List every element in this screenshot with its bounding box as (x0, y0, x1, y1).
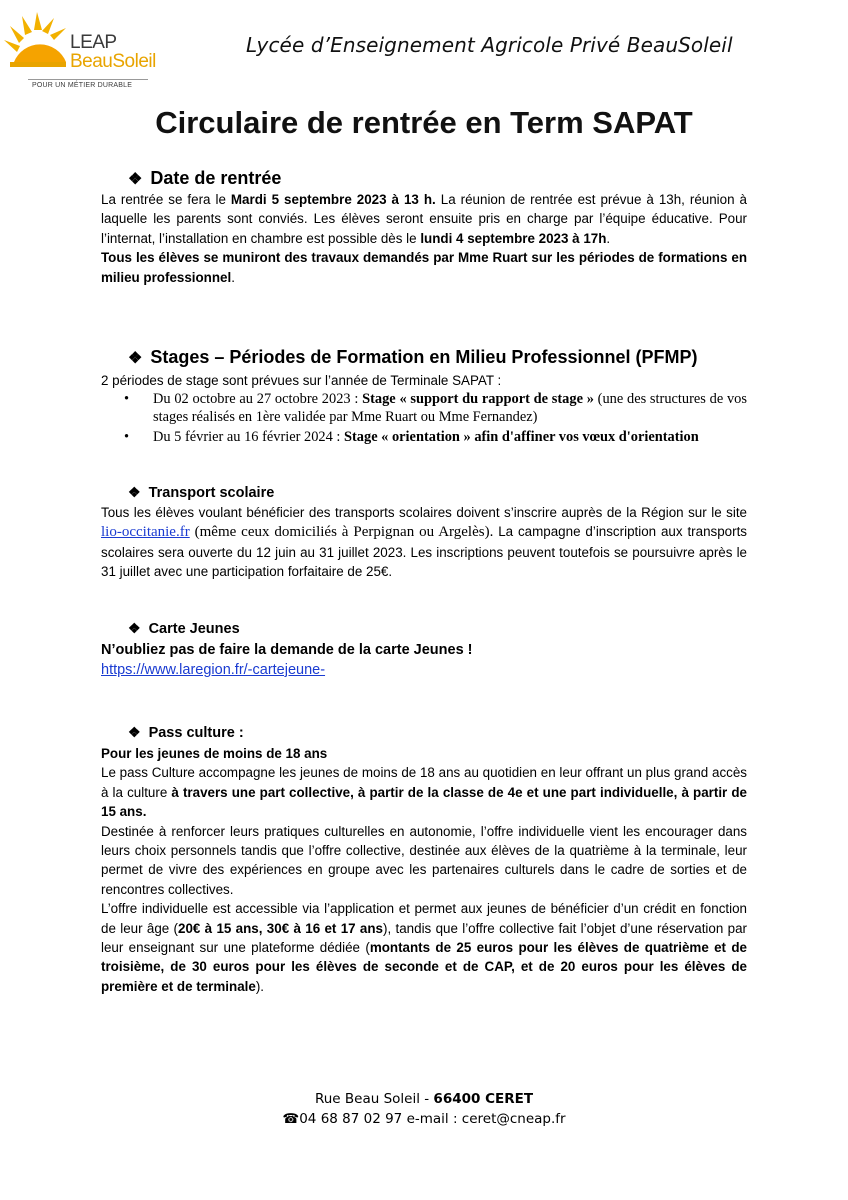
internat-date: lundi 4 septembre 2023 à 17h (420, 230, 607, 246)
heading-text: Pass culture : (148, 725, 244, 741)
text-run: 20€ à 15 ans, 30€ à 16 et 17 ans (178, 920, 383, 936)
text-run: Pour les jeunes de moins de 18 ans (101, 746, 328, 761)
text-run: montants de 25 euros pour les élèves de quatrième et de troisième, de 30 euros pour les élèves de seconde et de CAP, et de 20 euros pour les élèves de première et de terminale (101, 940, 747, 994)
logo-text-beausoleil: BeauSoleil (70, 51, 156, 72)
carte-link-line (101, 660, 747, 680)
rentree-note (101, 248, 747, 287)
text-run: à travers une part collective, à partir de la classe de 4e et une part individuelle, à partir de 15 ans. (101, 784, 747, 820)
text-run: . (231, 269, 235, 285)
pass-paragraph-2 (101, 822, 747, 900)
sun-icon (4, 12, 74, 78)
page-title: Circulaire de rentrée en Term SAPAT (155, 105, 693, 140)
footer-contact (0, 1111, 848, 1127)
school-logo (4, 12, 164, 92)
logo-text-leap: LEAP (70, 32, 117, 53)
heading-text: Carte Jeunes (148, 621, 240, 637)
text-run: (même ceux domiciliés à Perpignan ou Argelès). (189, 524, 494, 541)
heading-date-rentree (128, 168, 281, 189)
text-run: Stage « support du rapport de stage » (362, 391, 594, 407)
text-run: 2 périodes de stage sont prévues sur l’année de Terminale SAPAT : (101, 373, 502, 388)
phone-icon: ☎ (282, 1111, 300, 1127)
logo-divider (28, 79, 148, 80)
text-run: . (606, 230, 611, 246)
list-item (101, 390, 747, 426)
section-pass-body (101, 744, 747, 996)
diamond-bullet-icon: ❖ (128, 724, 141, 740)
transport-paragraph (101, 503, 747, 582)
section-transport-body (101, 503, 747, 582)
diamond-bullet-icon: ❖ (128, 620, 141, 636)
text-run: ). (255, 978, 264, 994)
text-run: La réunion de rentrée est prévue à 13h, réunion à laquelle les parents sont conviés. Les élèves seront ensuite pris en charge par l’équipe éducative. Pour l’internat, l’installation en chambre est possible dès le (101, 192, 747, 246)
text-run: La rentrée se fera le (101, 192, 231, 207)
list-bullet-icon: • (124, 391, 130, 407)
text-run: Le pass Culture accompagne les jeunes de moins de 18 ans au quotidien en leur offrant un plus grand accès à la culture (101, 765, 747, 800)
heading-carte-jeunes (128, 620, 240, 637)
footer-address (0, 1091, 848, 1107)
pass-paragraph-3 (101, 899, 747, 996)
list-item (101, 428, 747, 446)
heading-text: Date de rentrée (150, 168, 282, 188)
list-bullet-icon: • (124, 429, 130, 445)
text-run: La campagne d’inscription aux transports scolaires sera ouverte du 12 juin au 31 juillet 2023. Les inscriptions peuvent toutefois se poursuivre après le 31 juillet avec une participation forfaitaire de 25€. (101, 524, 747, 580)
carte-reminder (101, 640, 747, 660)
text-run: Tous les élèves se muniront des travaux demandés par Mme Ruart sur les périodes de formations en milieu professionnel (101, 250, 747, 285)
school-name: Lycée d’Enseignement Agricole Privé BeauSoleil (246, 33, 733, 57)
section-rentree-body (101, 190, 747, 287)
diamond-bullet-icon: ❖ (128, 484, 141, 500)
diamond-bullet-icon: ❖ (128, 350, 143, 367)
text-run: ), tandis que l’offre collective fait l’objet d’une réservation par leur enseignant sur une plateforme dédiée ( (101, 920, 747, 956)
text-run: Destinée à renforcer leurs pratiques culturelles en autonomie, l’offre individuelle vient les encourager dans leurs choix personnels tandis que l’offre collective, destinée aux élèves de la quatrième à la terminale, leur permet de vivre des expériences en groupe avec les partenaires culturels dans le cadre de sorties et de rencontres collectives. (101, 823, 747, 897)
section-carte-body (101, 640, 747, 680)
text-run: N’oubliez pas de faire la demande de la carte Jeunes ! (101, 642, 473, 658)
logo-tagline: POUR UN MÉTIER DURABLE (32, 82, 133, 89)
stages-intro (101, 371, 747, 390)
text-run: Tous les élèves voulant bénéficier des transports scolaires doivent s’inscrire auprès de la Région sur le site (101, 505, 747, 520)
text-run: 66400 CERET (433, 1091, 534, 1107)
lio-occitanie-link[interactable]: lio-occitanie.fr (101, 524, 190, 541)
pass-paragraph-1 (101, 763, 747, 821)
stages-list (101, 390, 747, 446)
text-run: (une des structures de vos stages réalisés en 1ère validée par Mme Ruart ou Mme Fernandez) (153, 391, 747, 425)
text-run: L’offre individuelle est accessible via l’application et permet aux jeunes de bénéficier d’un crédit en fonction de leur âge ( (101, 901, 747, 936)
heading-stages (128, 347, 697, 368)
text-run: 04 68 87 02 97 e-mail : ceret@cneap.fr (299, 1111, 566, 1127)
heading-pass-culture (128, 724, 244, 741)
text-run: Rue Beau Soleil - (314, 1091, 434, 1107)
rentree-paragraph (101, 190, 747, 248)
heading-text: Transport scolaire (148, 485, 275, 501)
heading-text: Stages – Périodes de Formation en Milieu Professionnel (PFMP) (150, 347, 698, 367)
pass-subheading (101, 744, 747, 763)
heading-transport (128, 484, 274, 501)
carte-jeune-link[interactable]: https://www.laregion.fr/-cartejeune- (101, 662, 326, 678)
rentree-date: Mardi 5 septembre 2023 à 13 h. (230, 192, 436, 207)
diamond-bullet-icon: ❖ (128, 171, 143, 188)
text-run: Stage « orientation » afin d'affiner vos vœux d'orientation (344, 429, 699, 445)
text-run: Du 02 octobre au 27 octobre 2023 : (153, 391, 363, 407)
text-run: Du 5 février au 16 février 2024 : (153, 429, 345, 445)
